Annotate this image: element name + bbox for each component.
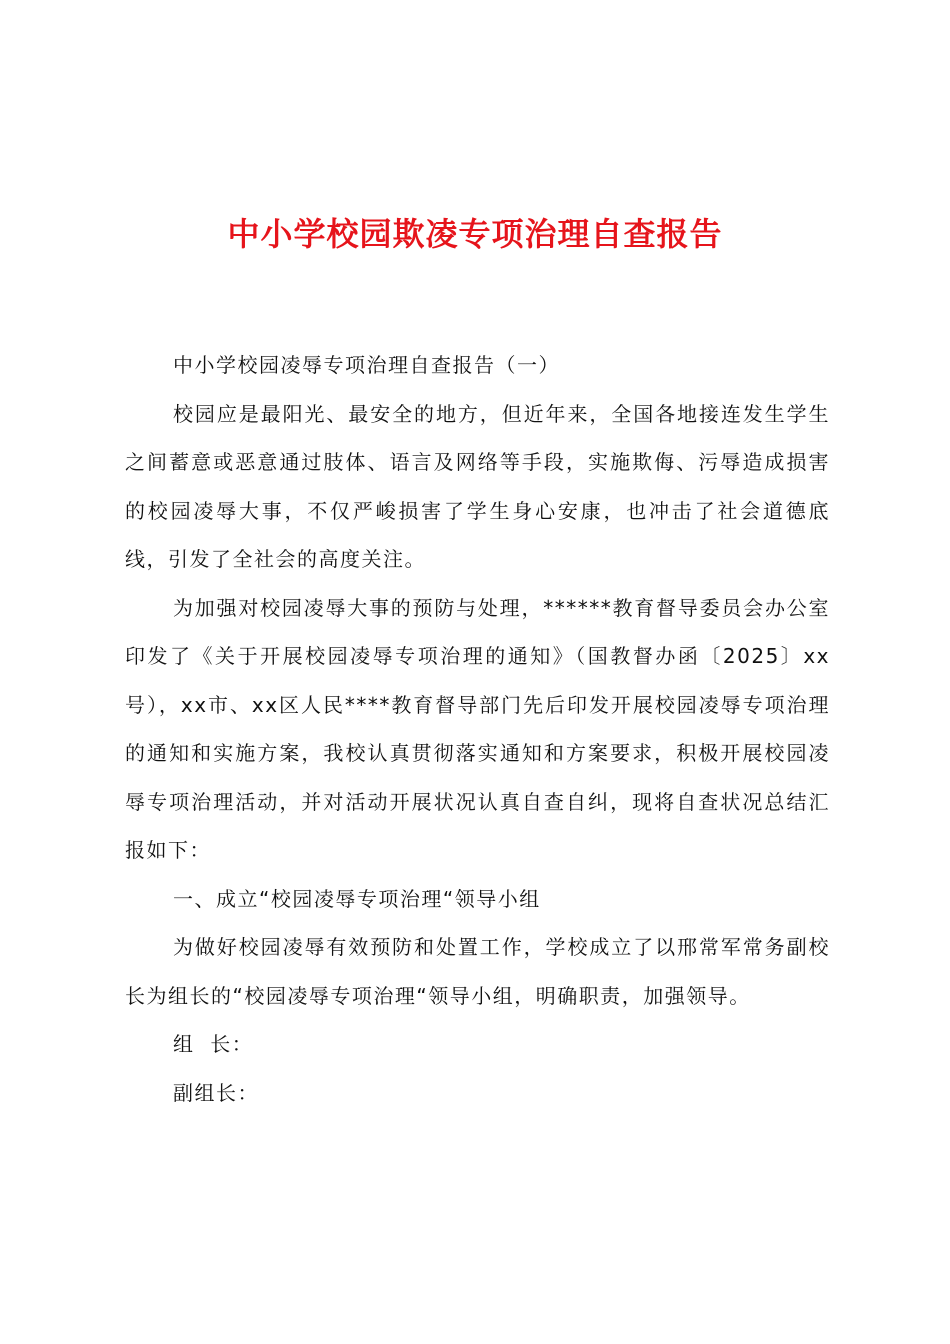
section-title: 中小学校园凌辱专项治理自查报告（一） (173, 353, 560, 377)
document-body (125, 341, 830, 1117)
paragraph-leadership: 为做好校园凌辱有效预防和处置工作，学校成立了以邢常军常务副校长为组长的“校园凌辱专项治理“领导小组，明确职责，加强领导。 (125, 935, 830, 1008)
paragraph-background: 为加强对校园凌辱大事的预防与处理，******教育督导委员会办公室印发了《关于开展校园凌辱专项治理的通知》（国教督办函〔2025〕xx号），xx市、xx区人民****教育督导部门先后印发开展校园凌辱专项治理的通知和实施方案，我校认真贯彻落实通知和方案要求，积极开展校园凌辱专项治理活动，并对活动开展状况认真自查自纠，现将自查状况总结汇报如下： (125, 595, 830, 862)
paragraph-intro: 校园应是最阳光、最安全的地方，但近年来，全国各地接连发生学生之间蓄意或恶意通过肢体、语言及网络等手段，实施欺侮、污辱造成损害的校园凌辱大事，不仅严峻损害了学生身心安康，也冲击了社会道德底线，引发了全社会的高度关注。 (125, 401, 830, 571)
section-heading-1: 一、成立“校园凌辱专项治理“领导小组 (173, 886, 541, 911)
deputy-leader-label: 副组长： (173, 1080, 259, 1105)
document-title: 中小学校园欺凌专项治理自查报告 (227, 215, 723, 253)
leader-label: 组 长： (173, 1032, 254, 1056)
